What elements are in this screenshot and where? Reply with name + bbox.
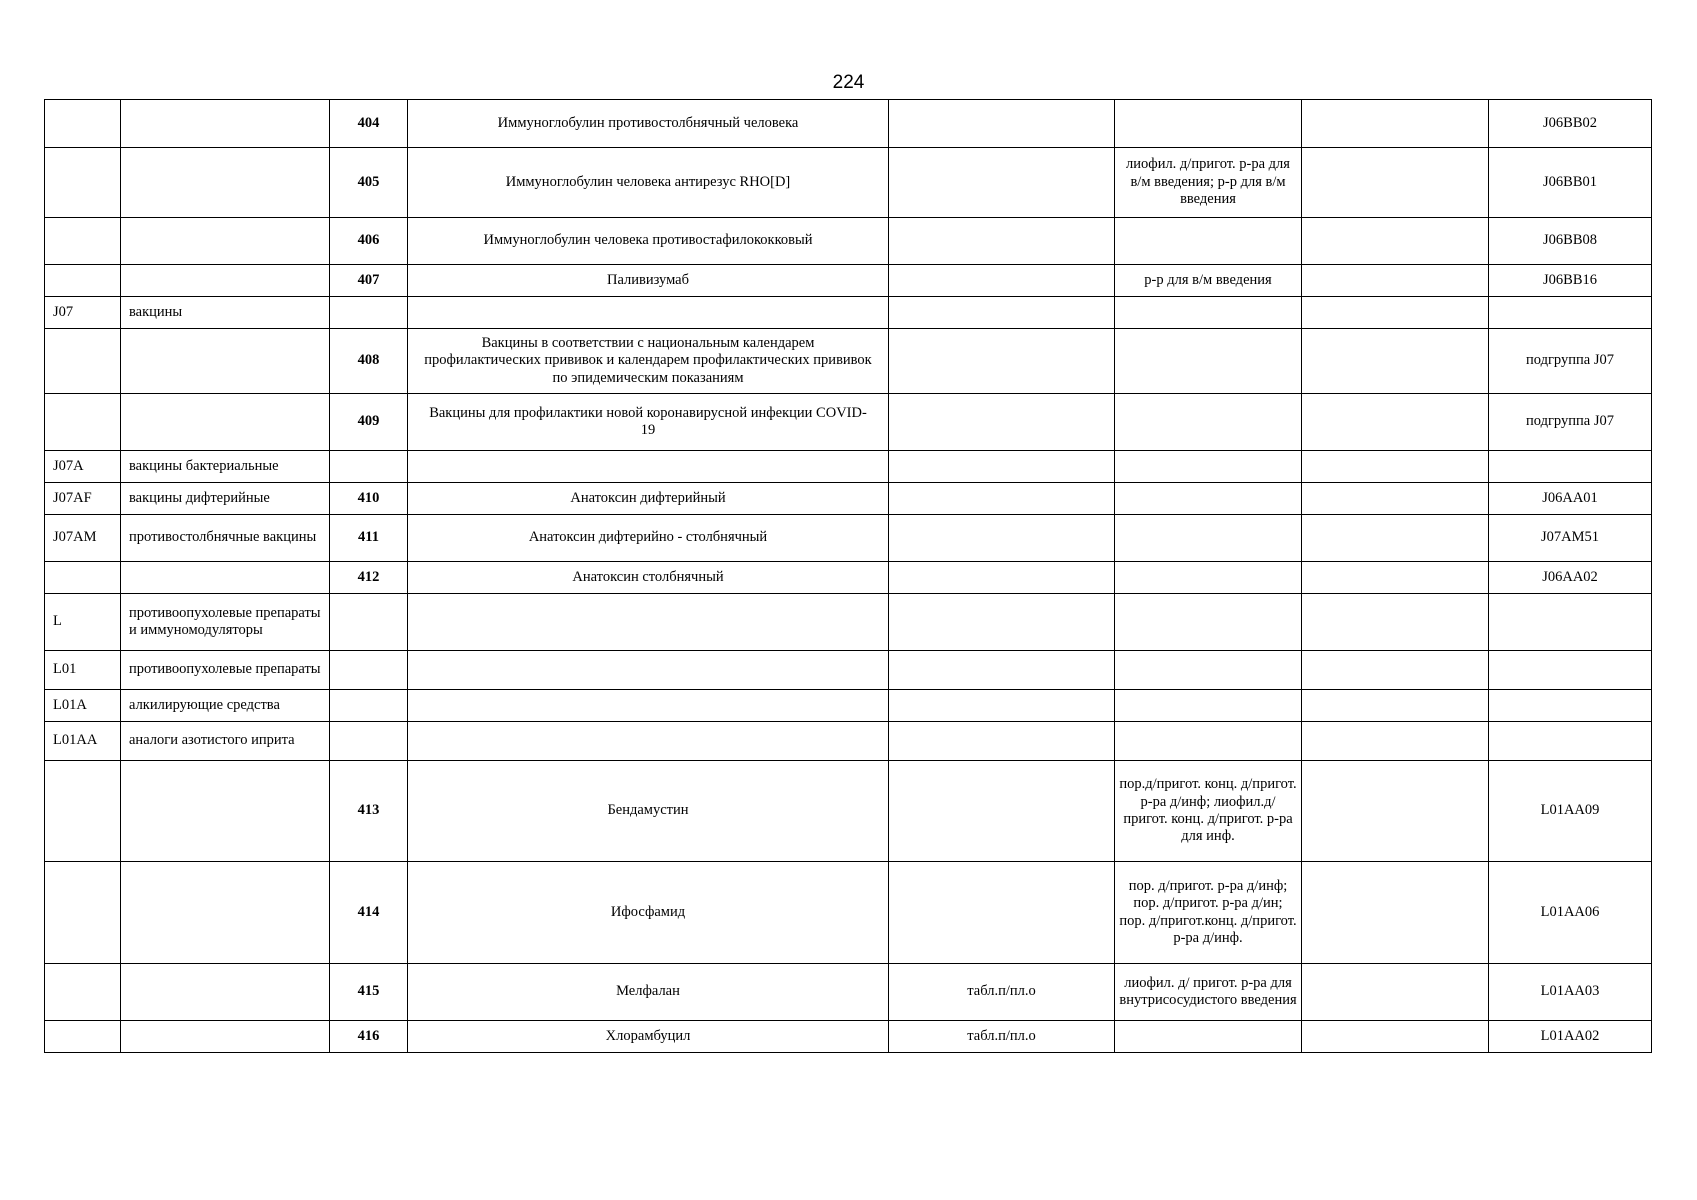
drug-name-cell [408, 594, 889, 651]
item-number-cell: 411 [330, 515, 408, 562]
tablet-form-cell [889, 218, 1115, 265]
item-number-cell: 406 [330, 218, 408, 265]
extra-cell [1302, 1021, 1489, 1053]
atc-reference-cell [1489, 297, 1652, 329]
dosage-form-cell [1115, 722, 1302, 761]
item-number-cell [330, 297, 408, 329]
atc-reference-cell: J06BB01 [1489, 148, 1652, 218]
group-name-cell: вакцины дифтерийные [121, 483, 330, 515]
item-number-cell: 409 [330, 394, 408, 451]
table-row [45, 515, 1652, 562]
item-number-cell: 407 [330, 265, 408, 297]
atc-code-cell [45, 761, 121, 862]
tablet-form-cell: табл.п/пл.о [889, 964, 1115, 1021]
atc-code-cell [45, 100, 121, 148]
atc-reference-cell [1489, 722, 1652, 761]
atc-code-cell [45, 964, 121, 1021]
dosage-form-cell [1115, 329, 1302, 394]
tablet-form-cell [889, 722, 1115, 761]
extra-cell [1302, 964, 1489, 1021]
drug-name-cell: Паливизумаб [408, 265, 889, 297]
dosage-form-cell [1115, 218, 1302, 265]
atc-code-cell [45, 265, 121, 297]
tablet-form-cell [889, 100, 1115, 148]
atc-reference-cell [1489, 594, 1652, 651]
item-number-cell [330, 451, 408, 483]
dosage-form-cell [1115, 394, 1302, 451]
group-name-cell: противоопухолевые препараты [121, 651, 330, 690]
group-name-cell [121, 265, 330, 297]
group-name-cell: алкилирующие средства [121, 690, 330, 722]
extra-cell [1302, 394, 1489, 451]
drug-name-cell: Хлорамбуцил [408, 1021, 889, 1053]
group-name-cell [121, 394, 330, 451]
atc-code-cell [45, 218, 121, 265]
extra-cell [1302, 722, 1489, 761]
tablet-form-cell [889, 862, 1115, 964]
tablet-form-cell [889, 651, 1115, 690]
drug-name-cell: Анатоксин столбнячный [408, 562, 889, 594]
atc-code-cell [45, 1021, 121, 1053]
table-body [45, 100, 1652, 1053]
extra-cell [1302, 483, 1489, 515]
table-row [45, 1021, 1652, 1053]
dosage-form-cell: лиофил. д/пригот. р-ра для в/м введения; р-р для в/м введения [1115, 148, 1302, 218]
tablet-form-cell [889, 690, 1115, 722]
dosage-form-cell [1115, 451, 1302, 483]
table-row [45, 218, 1652, 265]
drug-table [44, 99, 1652, 1053]
item-number-cell: 404 [330, 100, 408, 148]
dosage-form-cell [1115, 562, 1302, 594]
extra-cell [1302, 265, 1489, 297]
atc-code-cell: L01 [45, 651, 121, 690]
table-row [45, 297, 1652, 329]
table-row [45, 329, 1652, 394]
table-row [45, 964, 1652, 1021]
atc-reference-cell: J06BB08 [1489, 218, 1652, 265]
item-number-cell [330, 690, 408, 722]
dosage-form-cell: лиофил. д/ пригот. р-ра для внутрисосудистого введения [1115, 964, 1302, 1021]
group-name-cell: вакцины [121, 297, 330, 329]
tablet-form-cell: табл.п/пл.о [889, 1021, 1115, 1053]
group-name-cell [121, 218, 330, 265]
atc-reference-cell: L01AA03 [1489, 964, 1652, 1021]
group-name-cell [121, 562, 330, 594]
atc-code-cell [45, 148, 121, 218]
dosage-form-cell [1115, 594, 1302, 651]
table-row [45, 451, 1652, 483]
item-number-cell: 416 [330, 1021, 408, 1053]
atc-code-cell [45, 394, 121, 451]
atc-reference-cell: подгруппа J07 [1489, 329, 1652, 394]
group-name-cell: аналоги азотистого иприта [121, 722, 330, 761]
atc-reference-cell: L01AA06 [1489, 862, 1652, 964]
item-number-cell: 408 [330, 329, 408, 394]
table-row [45, 148, 1652, 218]
dosage-form-cell [1115, 1021, 1302, 1053]
item-number-cell: 414 [330, 862, 408, 964]
drug-name-cell [408, 722, 889, 761]
item-number-cell [330, 651, 408, 690]
atc-code-cell: L [45, 594, 121, 651]
atc-code-cell: J07A [45, 451, 121, 483]
atc-code-cell [45, 562, 121, 594]
dosage-form-cell [1115, 483, 1302, 515]
group-name-cell: противоопухолевые препараты и иммуномодуляторы [121, 594, 330, 651]
group-name-cell [121, 862, 330, 964]
extra-cell [1302, 562, 1489, 594]
dosage-form-cell [1115, 651, 1302, 690]
atc-reference-cell: L01AA09 [1489, 761, 1652, 862]
extra-cell [1302, 761, 1489, 862]
group-name-cell [121, 100, 330, 148]
extra-cell [1302, 515, 1489, 562]
atc-reference-cell: J06BB16 [1489, 265, 1652, 297]
table-row [45, 265, 1652, 297]
item-number-cell [330, 594, 408, 651]
group-name-cell [121, 761, 330, 862]
drug-name-cell [408, 651, 889, 690]
drug-name-cell: Анатоксин дифтерийно - столбнячный [408, 515, 889, 562]
tablet-form-cell [889, 329, 1115, 394]
dosage-form-cell: пор.д/пригот. конц. д/пригот. р-ра д/инф; лиофил.д/пригот. конц. д/пригот. р-ра для инф. [1115, 761, 1302, 862]
atc-code-cell: J07AM [45, 515, 121, 562]
table-row [45, 690, 1652, 722]
tablet-form-cell [889, 562, 1115, 594]
group-name-cell: противостолбнячные вакцины [121, 515, 330, 562]
item-number-cell: 412 [330, 562, 408, 594]
table-row [45, 483, 1652, 515]
extra-cell [1302, 218, 1489, 265]
drug-name-cell: Мелфалан [408, 964, 889, 1021]
drug-name-cell: Иммуноглобулин противостолбнячный человека [408, 100, 889, 148]
atc-reference-cell [1489, 451, 1652, 483]
drug-name-cell [408, 451, 889, 483]
atc-reference-cell: J06AA01 [1489, 483, 1652, 515]
drug-name-cell: Вакцины для профилактики новой коронавирусной инфекции COVID-19 [408, 394, 889, 451]
item-number-cell: 410 [330, 483, 408, 515]
atc-reference-cell [1489, 690, 1652, 722]
tablet-form-cell [889, 148, 1115, 218]
atc-code-cell: L01AA [45, 722, 121, 761]
atc-reference-cell: J06AA02 [1489, 562, 1652, 594]
extra-cell [1302, 862, 1489, 964]
table-row [45, 651, 1652, 690]
atc-code-cell [45, 862, 121, 964]
table-row [45, 722, 1652, 761]
table-row [45, 594, 1652, 651]
atc-code-cell: J07AF [45, 483, 121, 515]
extra-cell [1302, 594, 1489, 651]
atc-reference-cell: L01AA02 [1489, 1021, 1652, 1053]
tablet-form-cell [889, 761, 1115, 862]
drug-name-cell: Иммуноглобулин человека антирезус RHO[D] [408, 148, 889, 218]
atc-code-cell: L01A [45, 690, 121, 722]
group-name-cell [121, 148, 330, 218]
group-name-cell [121, 329, 330, 394]
drug-name-cell: Иммуноглобулин человека противостафилококковый [408, 218, 889, 265]
group-name-cell: вакцины бактериальные [121, 451, 330, 483]
dosage-form-cell [1115, 690, 1302, 722]
atc-code-cell [45, 329, 121, 394]
item-number-cell: 415 [330, 964, 408, 1021]
tablet-form-cell [889, 451, 1115, 483]
atc-reference-cell: J07AM51 [1489, 515, 1652, 562]
group-name-cell [121, 964, 330, 1021]
page-number: 224 [832, 72, 865, 93]
item-number-cell: 405 [330, 148, 408, 218]
tablet-form-cell [889, 515, 1115, 562]
drug-name-cell: Бендамустин [408, 761, 889, 862]
extra-cell [1302, 329, 1489, 394]
dosage-form-cell: р-р для в/м введения [1115, 265, 1302, 297]
drug-name-cell [408, 297, 889, 329]
extra-cell [1302, 651, 1489, 690]
group-name-cell [121, 1021, 330, 1053]
extra-cell [1302, 451, 1489, 483]
dosage-form-cell [1115, 297, 1302, 329]
drug-name-cell [408, 690, 889, 722]
tablet-form-cell [889, 483, 1115, 515]
extra-cell [1302, 100, 1489, 148]
extra-cell [1302, 148, 1489, 218]
table-row [45, 761, 1652, 862]
item-number-cell: 413 [330, 761, 408, 862]
item-number-cell [330, 722, 408, 761]
atc-reference-cell: подгруппа J07 [1489, 394, 1652, 451]
extra-cell [1302, 690, 1489, 722]
dosage-form-cell: пор. д/пригот. р-ра д/инф; пор. д/пригот. р-ра д/ин; пор. д/пригот.конц. д/пригот. р-ра д/инф. [1115, 862, 1302, 964]
table-row [45, 562, 1652, 594]
tablet-form-cell [889, 265, 1115, 297]
atc-reference-cell: J06BB02 [1489, 100, 1652, 148]
drug-name-cell: Ифосфамид [408, 862, 889, 964]
atc-code-cell: J07 [45, 297, 121, 329]
atc-reference-cell [1489, 651, 1652, 690]
drug-name-cell: Вакцины в соответствии с национальным календарем профилактических прививок и календарем профилактических прививок по эпидемическим показаниям [408, 329, 889, 394]
tablet-form-cell [889, 394, 1115, 451]
dosage-form-cell [1115, 515, 1302, 562]
table-row [45, 862, 1652, 964]
tablet-form-cell [889, 594, 1115, 651]
tablet-form-cell [889, 297, 1115, 329]
drug-name-cell: Анатоксин дифтерийный [408, 483, 889, 515]
extra-cell [1302, 297, 1489, 329]
table-row [45, 100, 1652, 148]
dosage-form-cell [1115, 100, 1302, 148]
table-row [45, 394, 1652, 451]
